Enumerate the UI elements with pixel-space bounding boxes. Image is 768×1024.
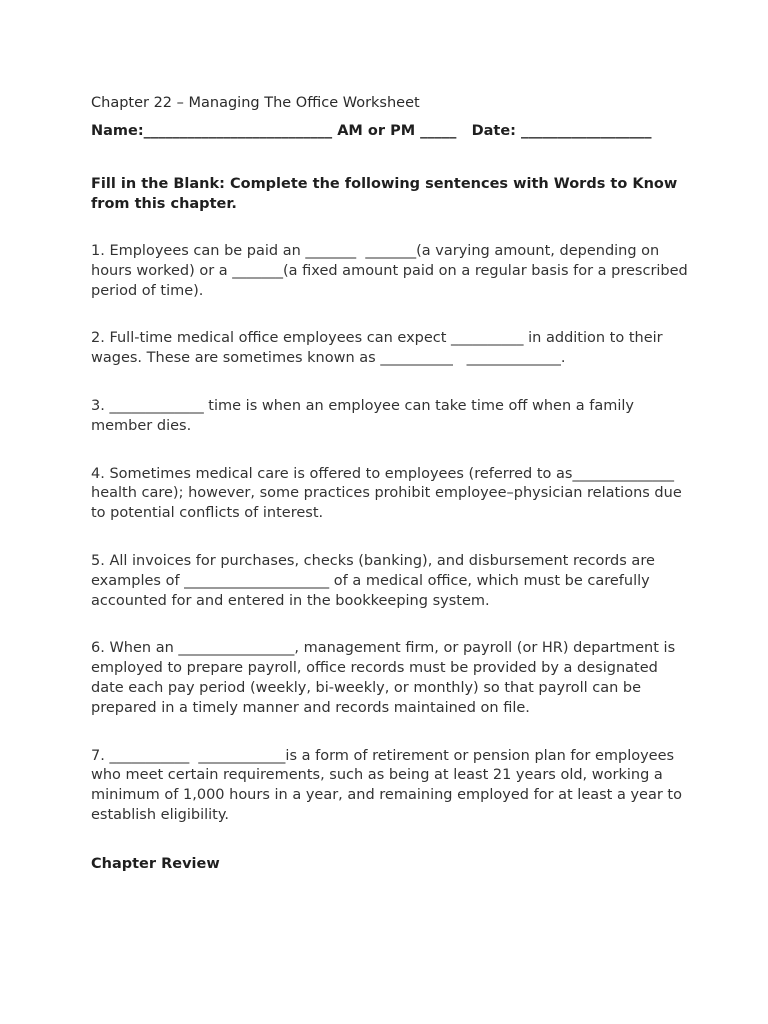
- question-6: [91, 639, 691, 718]
- question-3: [91, 397, 691, 437]
- instructions: Fill in the Blank: Complete the following sentences with Words to Know from this chapter.: [91, 176, 678, 212]
- question-4: [91, 465, 691, 524]
- question-4-text: 4. Sometimes medical care is offered to employees (referred to as______________ health care); however, some practices prohibit employee–physician relations due to potential conflicts of interest.: [91, 465, 687, 522]
- question-7-text: 7. ___________ ____________is a form of retirement or pension plan for employees who meet certain requirements, such as being at least 21 years old, working a minimum of 1,000 hours in a year, and remaining employed for at least a year to establish eligibility.: [91, 747, 687, 823]
- question-2-text: 2. Full-time medical office employees can expect __________ in addition to their wages. These are sometimes known as __________ _____________.: [91, 330, 668, 367]
- question-5: [91, 552, 691, 611]
- question-2: [91, 329, 691, 369]
- question-1-text: 1. Employees can be paid an _______ _______(a varying amount, depending on hours worked) or a _______(a fixed amount paid on a regular basis for a prescribed period of time).: [91, 243, 693, 299]
- question-6-text: 6. When an ________________, management firm, or payroll (or HR) department is employed to prepare payroll, office records must be provided by a designated date each pay period (weekly, bi-weekly, or monthly) so that payroll can be prepared in a timely manner and records maintained on file.: [91, 640, 680, 716]
- worksheet-title: Chapter 22 – Managing The Office Worksheet: [91, 95, 420, 111]
- worksheet-page: [91, 93, 691, 874]
- question-3-text: 3. _____________ time is when an employee can take time off when a family member dies.: [91, 397, 639, 434]
- name-am-pm-date-line: [91, 121, 691, 141]
- question-1: [91, 242, 691, 301]
- question-7: [91, 747, 691, 826]
- section-heading-chapter-review: Chapter Review: [91, 855, 220, 872]
- name-line-text: Name:__________________________ AM or PM _____ Date: __________________: [91, 123, 652, 139]
- question-5-text: 5. All invoices for purchases, checks (banking), and disbursement records are examples of ____________________ of a medical office, which must be carefully accounted for and entered in the bookkeeping system.: [91, 552, 660, 609]
